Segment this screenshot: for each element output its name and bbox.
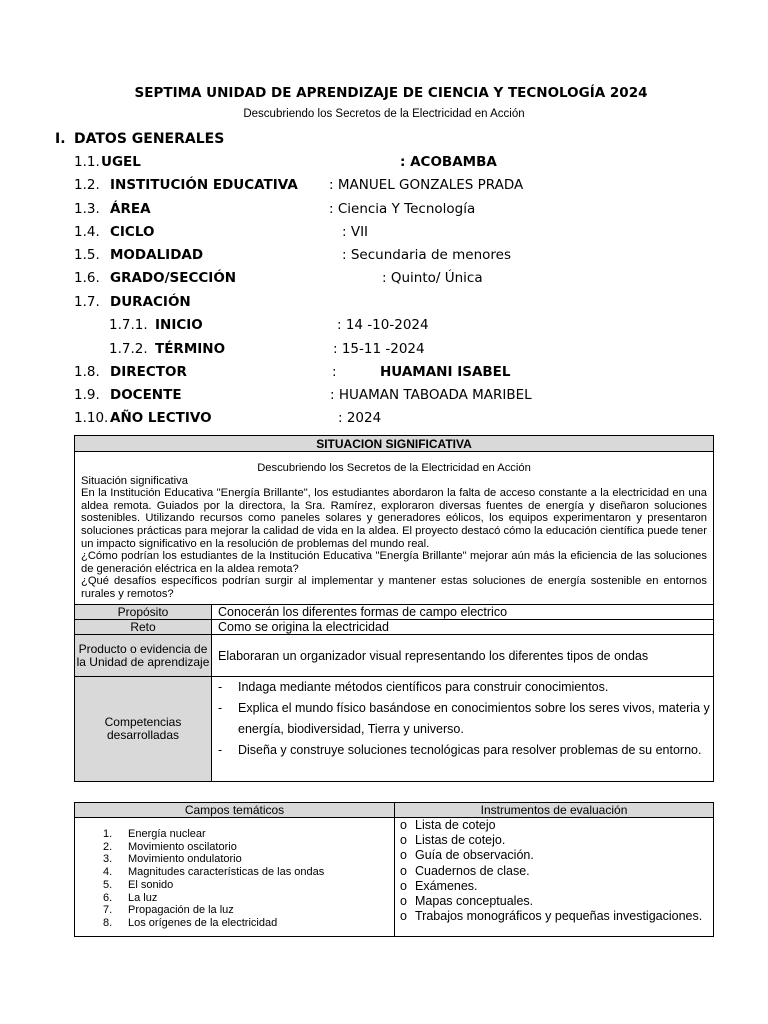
datos-label: DOCENTE: [110, 387, 182, 403]
circle-bullet-icon: o: [400, 863, 407, 878]
list-item: [395, 848, 713, 863]
situacion-centered-title: Descubriendo los Secretos de la Electricidad en Acción: [257, 462, 531, 474]
datos-number: 1.9.: [74, 387, 100, 403]
circle-bullet-icon: o: [400, 848, 407, 863]
tema-text: Los orígenes de la electricidad: [128, 916, 278, 929]
list-item: [395, 909, 713, 924]
datos-label: DIRECTOR: [110, 364, 187, 380]
competencia-text: Diseña y construye soluciones tecnológicas para resolver problemas de su entorno.: [238, 743, 702, 757]
instrumento-text: Exámenes.: [415, 878, 478, 893]
situacion-header: SITUACION SIGNIFICATIVA: [75, 436, 714, 452]
datos-value: : 15-11 -2024: [333, 341, 425, 357]
instrumento-text: Lista de cotejo: [415, 818, 496, 832]
list-item: 5. El sonido: [103, 878, 174, 891]
producto-value: Elaboraran un organizador visual representando los diferentes tipos de ondas: [212, 635, 714, 677]
datos-label: TÉRMINO: [155, 341, 226, 357]
section-title: DATOS GENERALES: [74, 131, 225, 147]
document-title: SEPTIMA UNIDAD DE APRENDIZAJE DE CIENCIA Y TECNOLOGÍA 2024: [134, 85, 648, 101]
situacion-table: [74, 435, 714, 782]
circle-bullet-icon: o: [400, 878, 407, 893]
instrumento-text: Guía de observación.: [415, 848, 534, 863]
instrumento-text: Mapas conceptuales.: [415, 894, 534, 909]
datos-number: 1.4.: [74, 224, 100, 240]
datos-number: 1.7.2.: [109, 341, 148, 357]
tema-text: La luz: [128, 891, 158, 904]
reto-label: Reto: [75, 620, 212, 635]
campos-table: [74, 802, 714, 937]
datos-label: AÑO LECTIVO: [110, 410, 212, 426]
circle-bullet-icon: o: [400, 894, 407, 909]
list-item: 8. Los orígenes de la electricidad: [103, 916, 278, 929]
tema-text: Propagación de la luz: [128, 904, 234, 917]
list-item: [395, 818, 713, 833]
list-item: [212, 698, 713, 740]
datos-value: : Secundaria de menores: [342, 247, 511, 263]
list-item: [395, 864, 713, 879]
list-item: 3. Movimiento ondulatorio: [103, 853, 242, 866]
competencia-text: Indaga mediante métodos científicos para construir conocimientos.: [238, 680, 609, 694]
instrumento-text: Trabajos monográficos y pequeñas investigaciones.: [415, 909, 703, 924]
competencia-text: Explica el mundo físico basándose en conocimientos sobre los seres vivos, materia y energía, biodiversidad, Tierra y universo.: [238, 701, 710, 736]
proposito-value: Conocerán los diferentes formas de campo electrico: [212, 605, 714, 620]
tema-text: Movimiento oscilatorio: [128, 840, 237, 853]
instrumento-text: Cuadernos de clase.: [415, 863, 530, 878]
circle-bullet-icon: o: [400, 833, 407, 848]
list-item: 1. Energía nuclear: [103, 828, 206, 840]
datos-number: 1.5.: [74, 247, 100, 263]
bullet-dash: -: [218, 680, 223, 694]
datos-number: 1.6.: [74, 270, 100, 286]
campos-header: Campos temáticos: [75, 803, 395, 818]
datos-label: DURACIÓN: [110, 294, 191, 310]
campos-list: [75, 818, 394, 936]
datos-value: : Ciencia Y Tecnología: [329, 201, 476, 217]
tema-text: Energía nuclear: [128, 828, 206, 840]
campos-cell: [75, 818, 395, 937]
competencias-label: Competencias desarrolladas: [75, 677, 212, 782]
datos-number: 1.1.: [74, 154, 100, 170]
reto-value: Como se origina la electricidad: [212, 620, 714, 635]
proposito-label: Propósito: [75, 605, 212, 620]
datos-value: : 2024: [338, 410, 382, 426]
instrumentos-header: Instrumentos de evaluación: [395, 803, 714, 818]
datos-label: UGEL: [101, 154, 141, 170]
section-heading: [55, 131, 224, 147]
list-item: 6. La luz: [103, 891, 158, 904]
datos-number: 1.7.1.: [109, 317, 148, 333]
datos-label: ÁREA: [110, 201, 151, 217]
datos-number: 1.8.: [74, 364, 100, 380]
datos-value: : Quinto/ Única: [382, 270, 483, 286]
datos-value: : HUAMAN TABOADA MARIBEL: [330, 387, 532, 403]
datos-number: 1.3.: [74, 201, 100, 217]
datos-colon: :: [332, 364, 337, 380]
datos-label: CICLO: [110, 224, 155, 240]
situacion-paragraph: En la Institución Educativa "Energía Brillante", los estudiantes abordaron la falta de acceso constante a la electricidad en una aldea remota. Guiados por la directora, la Sra. Ramírez, exploraron diversas fuentes de energía y diseñaron soluciones sostenibles. Utilizando recursos como paneles solares y generadores eólicos, los equipos experimentaron y presentaron soluciones prácticas para mejorar la calidad de vida en la aldea. El proyecto destacó cómo la educación científica puede tener un impacto significativo en la resolución de problemas del mundo real.: [81, 487, 707, 550]
datos-number: 1.10.: [74, 410, 109, 426]
instrumentos-cell: [395, 818, 714, 937]
datos-value: : 14 -10-2024: [337, 317, 429, 333]
bullet-dash: -: [218, 701, 223, 715]
datos-label: MODALIDAD: [110, 247, 204, 263]
situacion-text-cell: [75, 452, 714, 605]
producto-label: Producto o evidencia de la Unidad de aprendizaje: [75, 635, 212, 677]
list-item: 7. Propagación de la luz: [103, 904, 234, 917]
tema-text: Movimiento ondulatorio: [128, 853, 242, 866]
list-item: [395, 833, 713, 848]
situacion-question-2: ¿Qué desafíos específicos podrían surgir al implementar y mantener estas soluciones de energía sostenible en entornos rurales y remotos?: [81, 575, 707, 600]
circle-bullet-icon: o: [400, 818, 407, 832]
datos-label: GRADO/SECCIÓN: [110, 270, 237, 286]
section-number: I.: [55, 131, 66, 147]
datos-value: : ACOBAMBA: [400, 154, 497, 170]
tema-text: El sonido: [128, 878, 174, 891]
list-item: 2. Movimiento oscilatorio: [103, 840, 237, 853]
bullet-dash: -: [218, 743, 223, 757]
list-item: 4. Magnitudes características de las ondas: [103, 866, 325, 879]
datos-value: : MANUEL GONZALES PRADA: [329, 177, 524, 193]
instrumentos-list: [395, 818, 713, 927]
situacion-label: Situación significativa: [81, 474, 188, 487]
instrumento-text: Listas de cotejo.: [415, 833, 506, 848]
competencias-list: [212, 677, 713, 761]
datos-number: 1.7.: [74, 294, 100, 310]
document-subtitle: Descubriendo los Secretos de la Electricidad en Acción: [243, 108, 525, 120]
list-item: [395, 879, 713, 894]
tema-text: Magnitudes características de las ondas: [128, 866, 325, 879]
datos-value: : VII: [342, 224, 369, 240]
datos-label: INSTITUCIÓN EDUCATIVA: [110, 177, 298, 193]
circle-bullet-icon: o: [400, 909, 407, 924]
situacion-question-1: ¿Cómo podrían los estudiantes de la Institución Educativa "Energía Brillante" mejorar aún más la eficiencia de las soluciones de generación eléctrica en la aldea remota?: [81, 550, 707, 575]
datos-label: INICIO: [155, 317, 203, 333]
datos-number: 1.2.: [74, 177, 100, 193]
competencias-cell: [212, 677, 714, 782]
datos-value: HUAMANI ISABEL: [380, 364, 511, 380]
list-item: [212, 740, 713, 761]
list-item: [395, 894, 713, 909]
list-item: [212, 677, 713, 698]
